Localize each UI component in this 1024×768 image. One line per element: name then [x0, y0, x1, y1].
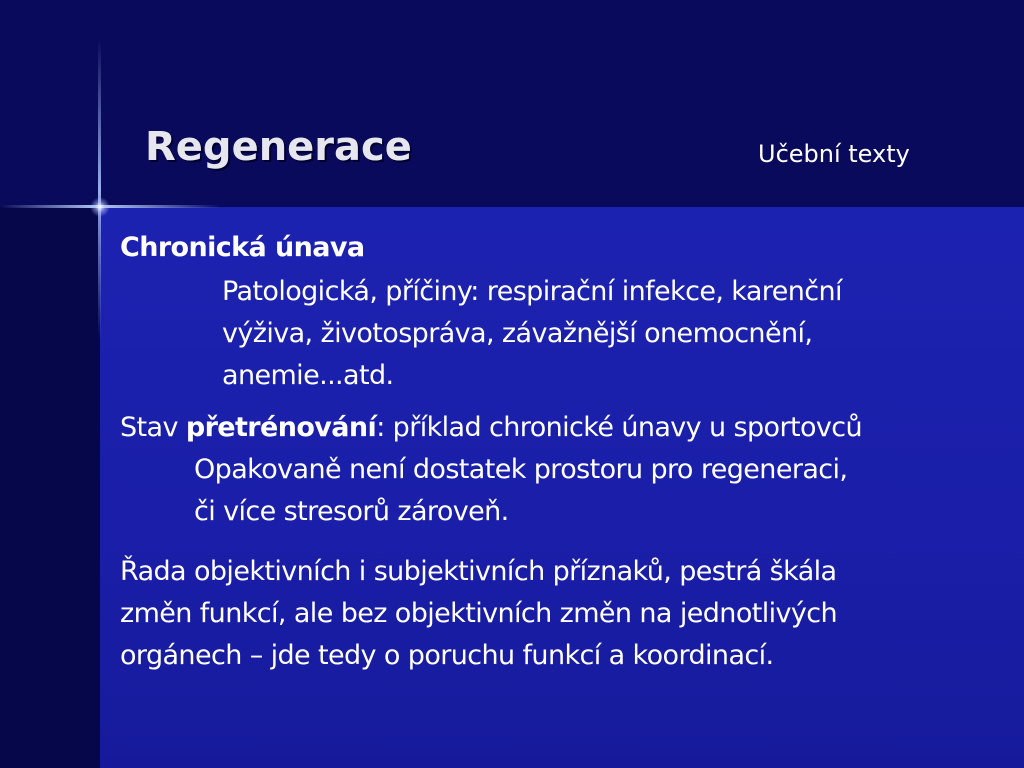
chronic-fatigue-line: anemie...atd.: [222, 360, 394, 391]
overtraining-prefix: Stav: [120, 412, 186, 443]
overtraining-line: či více stresorů zároveň.: [194, 496, 509, 527]
chronic-fatigue-heading: Chronická únava: [120, 232, 365, 263]
header-band: [0, 0, 1024, 207]
sparkle-icon: [90, 197, 110, 217]
chronic-fatigue-line: Patologická, příčiny: respirační infekce, karenční: [222, 276, 842, 307]
overtraining-line: Opakovaně není dostatek prostoru pro regeneraci,: [194, 454, 848, 485]
symptoms-line: Řada objektivních i subjektivních příznaků, pestrá škála: [120, 556, 837, 587]
decorative-horizontal-line: [0, 205, 220, 208]
overtraining-term: přetrénování: [185, 412, 377, 443]
overtraining-heading-line: [120, 410, 862, 446]
slide-subtitle: Učební texty: [758, 140, 910, 168]
symptoms-line: změn funkcí, ale bez objektivních změn na jednotlivých: [120, 598, 838, 629]
slide-title: Regenerace: [145, 124, 412, 170]
chronic-fatigue-line: výživa, životospráva, závažnější onemocnění,: [222, 318, 813, 349]
overtraining-suffix: : příklad chronické únavy u sportovců: [376, 412, 863, 443]
symptoms-line: orgánech – jde tedy o poruchu funkcí a koordinací.: [120, 640, 774, 671]
decorative-vertical-line: [98, 40, 101, 340]
